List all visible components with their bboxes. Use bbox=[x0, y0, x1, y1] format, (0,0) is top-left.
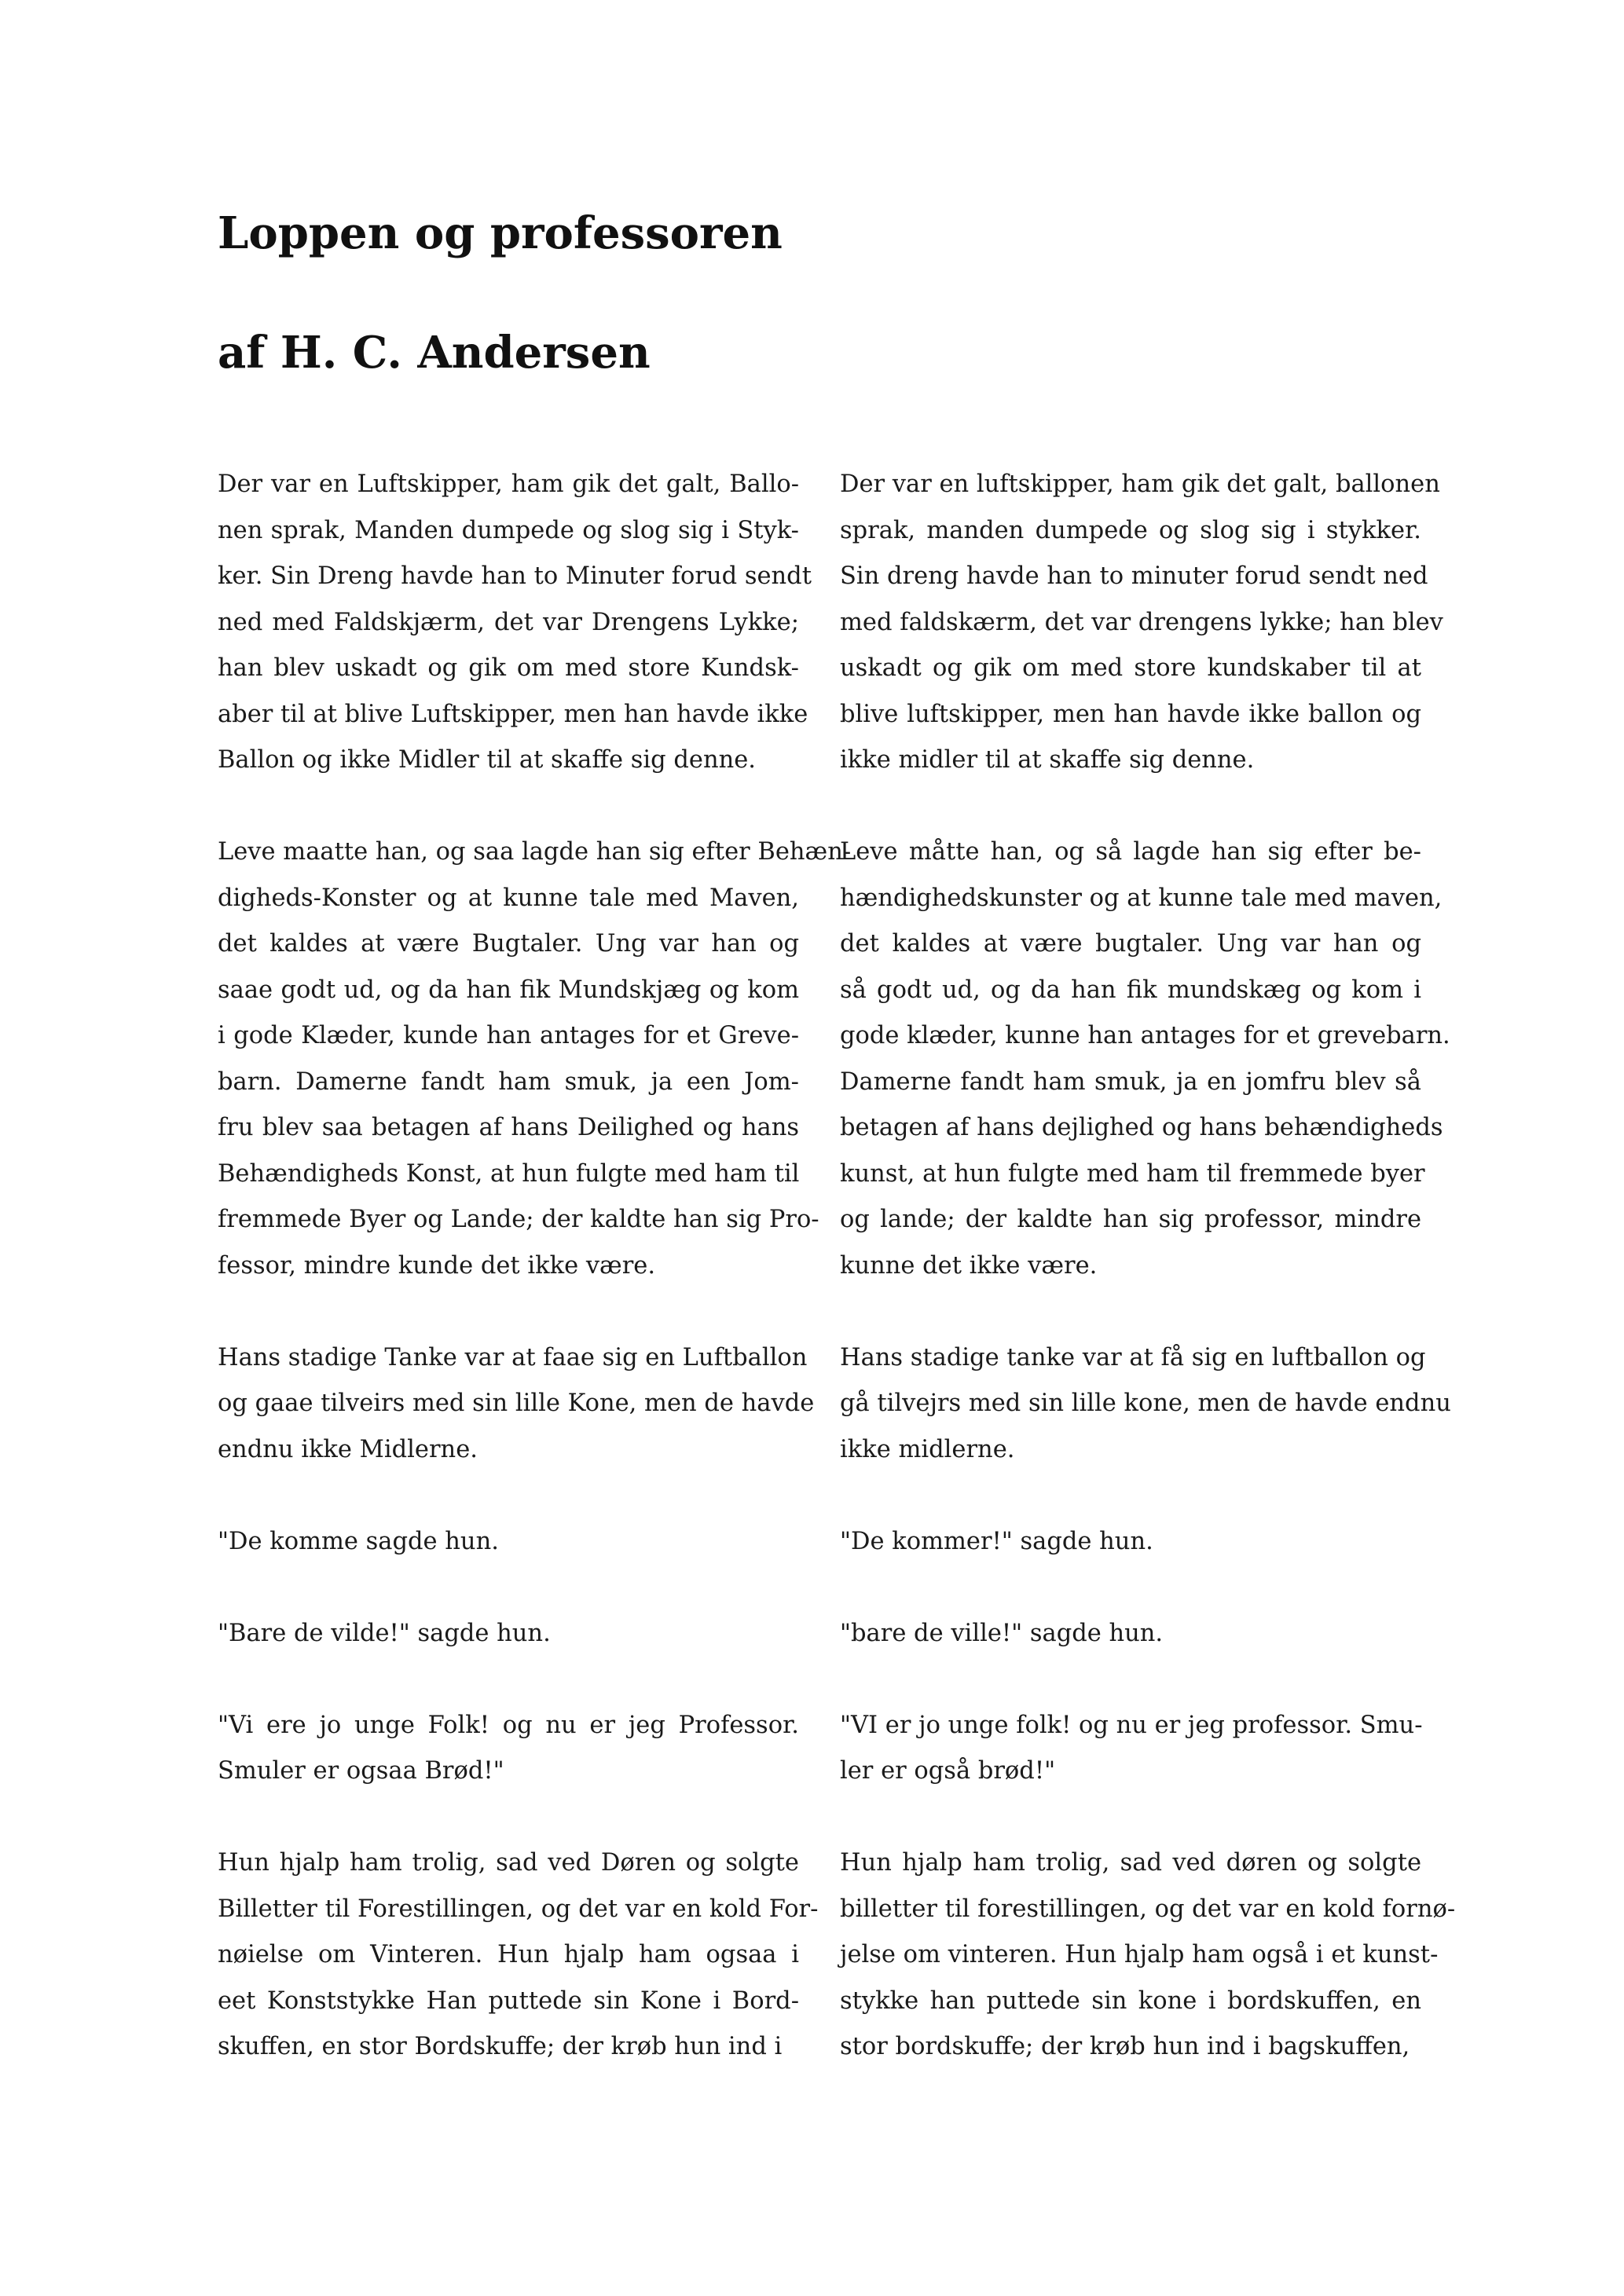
original-text-column bbox=[218, 462, 852, 2071]
paragraph-gap bbox=[218, 1795, 799, 1841]
paragraph bbox=[840, 1519, 1421, 1565]
paragraph-gap bbox=[218, 1657, 799, 1703]
text-line: Hun hjalp ham trolig, sad ved Døren og solgte bbox=[218, 1849, 799, 1877]
text-line: endnu ikke Midlerne. bbox=[218, 1435, 478, 1463]
text-line: digheds-Konster og at kunne tale med Maven, bbox=[218, 884, 799, 912]
text-line: Hans stadige tanke var at få sig en luftballon og bbox=[840, 1343, 1426, 1371]
paragraph bbox=[218, 1703, 799, 1795]
text-line: nøielse om Vinteren. Hun hjalp ham ogsaa i bbox=[218, 1941, 799, 1968]
text-line: ler er også brød!" bbox=[840, 1757, 1056, 1785]
text-line: fremmede Byer og Lande; der kaldte han sig Pro- bbox=[218, 1206, 819, 1233]
text-line: og gaae tilveirs med sin lille Kone, men de havde bbox=[218, 1390, 815, 1417]
text-line: jelse om vinteren. Hun hjalp ham også i et kunst- bbox=[840, 1941, 1439, 1968]
text-line: "De kommer!" sagde hun. bbox=[840, 1527, 1153, 1555]
paragraph-gap bbox=[218, 1473, 799, 1519]
paragraph bbox=[218, 1611, 799, 1657]
text-line: Hans stadige Tanke var at faae sig en Luftballon bbox=[218, 1343, 808, 1371]
text-line: ikke midlerne. bbox=[840, 1435, 1015, 1463]
paragraph-gap bbox=[840, 1289, 1421, 1335]
text-line: "De komme sagde hun. bbox=[218, 1527, 499, 1555]
text-line: det kaldes at være Bugtaler. Ung var han og bbox=[218, 930, 799, 958]
text-line: kunne det ikke være. bbox=[840, 1251, 1098, 1280]
text-line: Leve måtte han, og så lagde han sig efter be- bbox=[840, 838, 1421, 866]
paragraph bbox=[218, 1840, 819, 2071]
text-line: blive luftskipper, men han havde ikke ballon og bbox=[840, 700, 1421, 728]
paragraph-gap bbox=[840, 1473, 1421, 1519]
paragraph-gap bbox=[840, 784, 1421, 830]
text-line: ker. Sin Dreng havde han to Minuter forud sendt bbox=[218, 562, 812, 590]
text-line: sprak, manden dumpede og slog sig i stykker. bbox=[840, 516, 1421, 544]
text-line: ikke midler til at skaffe sig denne. bbox=[840, 746, 1255, 774]
text-line: Behændigheds Konst, at hun fulgte med ham til bbox=[218, 1159, 800, 1188]
text-line: han blev uskadt og gik om med store Kundsk- bbox=[218, 654, 799, 682]
paragraph bbox=[840, 1703, 1421, 1795]
paragraph bbox=[218, 1519, 799, 1565]
text-line: "Vi ere jo unge Folk! og nu er jeg Professor. bbox=[218, 1711, 799, 1739]
text-line: aber til at blive Luftskipper, men han havde ikke bbox=[218, 700, 808, 728]
text-line: Der var en luftskipper, ham gik det galt, ballonen bbox=[840, 471, 1440, 498]
text-line: Damerne fandt ham smuk, ja en jomfru blev så bbox=[840, 1067, 1421, 1096]
paragraph-gap bbox=[840, 1657, 1421, 1703]
text-line: så godt ud, og da han fik mundskæg og kom i bbox=[840, 976, 1421, 1004]
text-line: det kaldes at være bugtaler. Ung var han og bbox=[840, 930, 1421, 958]
text-line: barn. Damerne fandt ham smuk, ja een Jom- bbox=[218, 1067, 799, 1096]
page-title: Loppen og professoren bbox=[218, 207, 783, 259]
text-line: stykke han puttede sin kone i bordskuffen, en bbox=[840, 1987, 1421, 2015]
text-line: ned med Faldskjærm, det var Drengens Lykke; bbox=[218, 608, 799, 636]
text-line: Leve maatte han, og saa lagde han sig efter Behæn- bbox=[218, 838, 852, 866]
text-line: hændighedskunster og at kunne tale med maven, bbox=[840, 884, 1443, 912]
text-line: nen sprak, Manden dumpede og slog sig i Styk- bbox=[218, 516, 799, 544]
text-line: saae godt ud, og da han fik Mundskjæg og kom bbox=[218, 976, 799, 1004]
paragraph-gap bbox=[218, 1565, 799, 1611]
text-line: kunst, at hun fulgte med ham til fremmede byer bbox=[840, 1159, 1425, 1188]
modernized-text-column bbox=[840, 462, 1456, 2071]
paragraph bbox=[218, 462, 812, 784]
text-line: skuffen, en stor Bordskuffe; der krøb hun ind i bbox=[218, 2033, 783, 2060]
paragraph-gap bbox=[840, 1565, 1421, 1611]
text-line: uskadt og gik om med store kundskaber til at bbox=[840, 654, 1421, 682]
text-line: fru blev saa betagen af hans Deilighed og hans bbox=[218, 1114, 799, 1141]
text-line: billetter til forestillingen, og det var en kold fornø- bbox=[840, 1895, 1456, 1923]
text-line: "Bare de vilde!" sagde hun. bbox=[218, 1619, 551, 1647]
paragraph bbox=[840, 829, 1450, 1289]
text-line: Hun hjalp ham trolig, sad ved døren og solgte bbox=[840, 1849, 1421, 1877]
text-line: Ballon og ikke Midler til at skaffe sig denne. bbox=[218, 746, 756, 774]
paragraph-gap bbox=[218, 784, 799, 830]
text-line: gå tilvejrs med sin lille kone, men de havde endnu bbox=[840, 1390, 1451, 1417]
paragraph bbox=[218, 1335, 815, 1474]
text-line: "VI er jo unge folk! og nu er jeg professor. Smu- bbox=[840, 1711, 1423, 1739]
text-line: Smuler er ogsaa Brød!" bbox=[218, 1757, 504, 1785]
paragraph bbox=[840, 1840, 1456, 2071]
text-line: Sin dreng havde han to minuter forud sendt ned bbox=[840, 562, 1428, 590]
text-line: fessor, mindre kunde det ikke være. bbox=[218, 1251, 656, 1280]
paragraph bbox=[840, 1335, 1451, 1474]
author-heading: af H. C. Andersen bbox=[218, 327, 651, 379]
text-line: Der var en Luftskipper, ham gik det galt, Ballo- bbox=[218, 471, 799, 498]
paragraph bbox=[218, 829, 852, 1289]
text-line: "bare de ville!" sagde hun. bbox=[840, 1619, 1164, 1647]
text-line: og lande; der kaldte han sig professor, mindre bbox=[840, 1206, 1421, 1233]
text-line: i gode Klæder, kunde han antages for et Greve- bbox=[218, 1022, 799, 1049]
paragraph bbox=[840, 462, 1443, 784]
paragraph bbox=[840, 1611, 1421, 1657]
paragraph-gap bbox=[218, 1289, 799, 1335]
text-line: betagen af hans dejlighed og hans behændigheds bbox=[840, 1114, 1443, 1141]
text-line: stor bordskuffe; der krøb hun ind i bagskuffen, bbox=[840, 2033, 1410, 2060]
text-line: Billetter til Forestillingen, og det var en kold For- bbox=[218, 1895, 819, 1923]
text-line: gode klæder, kunne han antages for et grevebarn. bbox=[840, 1022, 1450, 1049]
text-line: med faldskærm, det var drengens lykke; han blev bbox=[840, 608, 1443, 636]
text-line: eet Konststykke Han puttede sin Kone i Bord- bbox=[218, 1987, 799, 2015]
paragraph-gap bbox=[840, 1795, 1421, 1841]
